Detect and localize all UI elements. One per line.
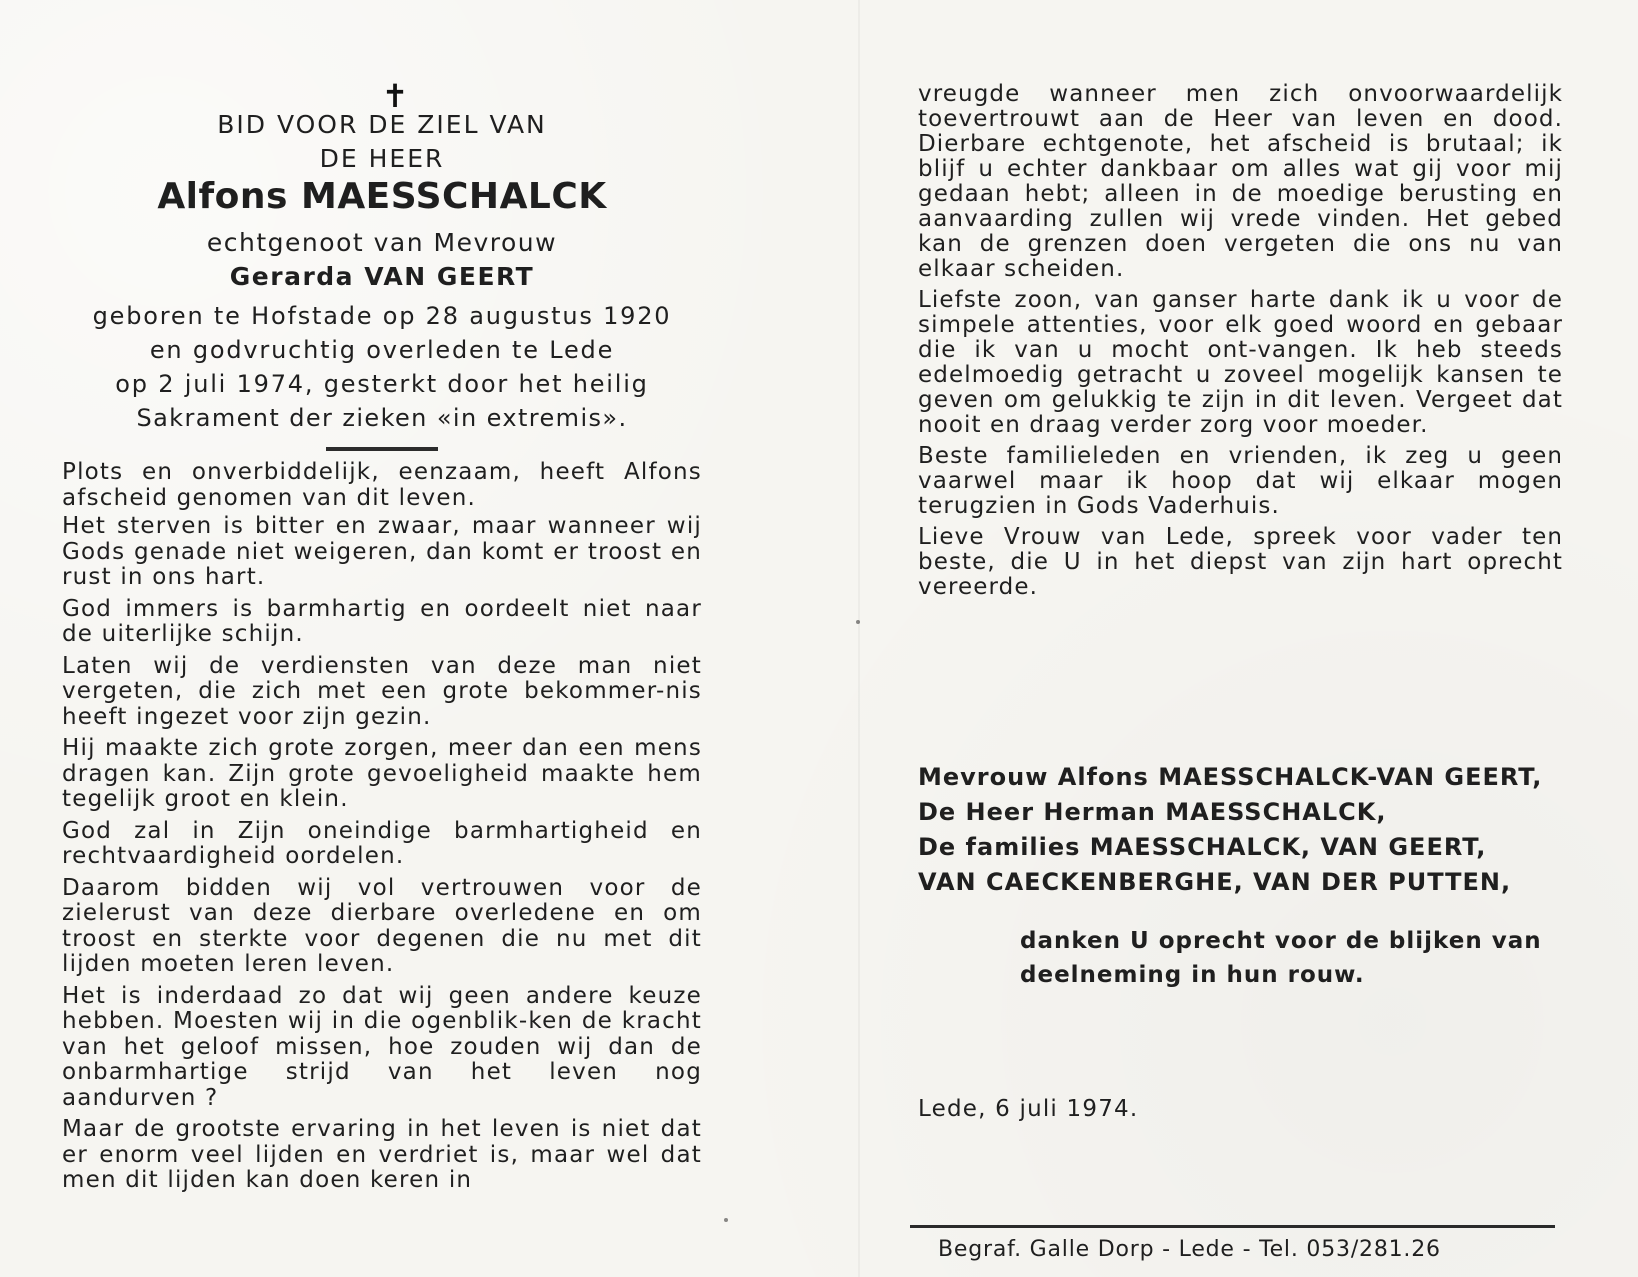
family-line: De families MAESSCHALCK, VAN GEERT, xyxy=(918,833,1487,861)
paper-speck xyxy=(856,620,860,624)
thanks-message xyxy=(1020,924,1565,992)
right-paragraph: Liefste zoon, van ganser harte dank ik u voor de simpele attenties, voor elk goed woord en gebaar die ik van u mocht ont-vangen. Ik heb steeds edelmoedig getracht u zoveel mogelijk kansen te geven om gelukkig te zijn in dit leven. Vergeet dat nooit en draag verder zorg voor moeder. xyxy=(918,287,1563,438)
family-list xyxy=(918,760,1563,900)
family-line: VAN CAECKENBERGHE, VAN DER PUTTEN, xyxy=(918,868,1512,896)
left-paragraph: Maar de grootste ervaring in het leven is niet dat er enorm veel lijden en verdriet is, maar wel dat men dit lijden kan doen keren in xyxy=(62,1116,702,1193)
right-paragraph: vreugde wanneer men zich onvoorwaardelijk toevertrouwt aan de Heer van leven en dood. Dierbare echtgenote, het afscheid is brutaal; ik blijf u echter dankbaar om alles wat gij voor mij gedaan hebt; alleen in de moedige berusting en aanvaarding zullen wij vrede vinden. Het gebed kan de grenzen doen vergeten die ons nu van elkaar scheiden. xyxy=(918,81,1563,282)
sacrament-line: Sakrament der zieken «in extremis». xyxy=(136,404,628,432)
place-date: Lede, 6 juli 1974. xyxy=(918,1096,1139,1122)
left-paragraph: Het is inderdaad zo dat wij geen andere keuze hebben. Moesten wij in die ogenblik-ken de kracht van het geloof missen, hoe zouden wij dan de onbarmhartige strijd van het leven nog aandurven ? xyxy=(62,982,702,1111)
left-body-text xyxy=(62,460,702,1200)
title-heading: DE HEER xyxy=(319,144,445,173)
left-paragraph: God zal in Zijn oneindige barmhartigheid en rechtvaardigheid oordelen. xyxy=(62,817,702,869)
thanks-line: deelneming in hun rouw. xyxy=(1020,962,1365,988)
cross-icon: ✝ xyxy=(381,77,409,115)
right-panel xyxy=(918,81,1563,1262)
prayer-heading: BID VOOR DE ZIEL VAN xyxy=(217,110,547,139)
family-line: Mevrouw Alfons MAESSCHALCK-VAN GEERT, xyxy=(918,763,1543,791)
left-panel xyxy=(62,77,702,1242)
left-paragraph: Plots en onverbiddelijk, eenzaam, heeft Alfons afscheid genomen van dit leven. xyxy=(62,459,702,511)
birth-line: geboren te Hofstade op 28 augustus 1920 xyxy=(92,302,672,330)
card-fold xyxy=(858,0,860,1277)
family-line: De Heer Herman MAESSCHALCK, xyxy=(918,798,1387,826)
spouse-intro: echtgenoot van Mevrouw xyxy=(206,228,558,257)
paper-speck xyxy=(724,1218,728,1222)
death-line-2: op 2 juli 1974, gesterkt door het heilig xyxy=(115,370,649,398)
thanks-line: danken U oprecht voor de blijken van xyxy=(1020,928,1542,954)
left-paragraph: Daarom bidden wij vol vertrouwen voor de zielerust van deze dierbare overledene en om troost en sterkte voor degenen die nu met dit lijden moeten leren leven. xyxy=(62,874,702,977)
deceased-name: Alfons MAESSCHALCK xyxy=(157,176,607,217)
spouse-name: Gerarda VAN GEERT xyxy=(229,262,535,291)
left-paragraph: God immers is barmhartig en oordeelt niet naar de uiterlijke schijn. xyxy=(62,595,702,647)
bottom-divider xyxy=(910,1225,1555,1228)
left-paragraph: Laten wij de verdiensten van deze man niet vergeten, die zich met een grote bekommer-nis heeft ingezet voor zijn gezin. xyxy=(62,652,702,730)
section-divider xyxy=(326,447,438,451)
death-line-1: en godvruchtig overleden te Lede xyxy=(149,336,615,364)
right-paragraph: Beste familieleden en vrienden, ik zeg u geen vaarwel maar ik hoop dat wij elkaar mogen terugzien in Gods Vaderhuis. xyxy=(918,443,1563,519)
printer-info: Begraf. Galle Dorp - Lede - Tel. 053/281.26 xyxy=(938,1237,1441,1262)
right-paragraph: Lieve Vrouw van Lede, spreek voor vader ten beste, die U in het diepst van zijn hart oprecht vereerde. xyxy=(918,524,1563,600)
left-paragraph: Het sterven is bitter en zwaar, maar wanneer wij Gods genade niet weigeren, dan komt er troost en rust in ons hart. xyxy=(62,513,702,590)
right-body-text xyxy=(918,82,1563,606)
left-paragraph: Hij maakte zich grote zorgen, meer dan een mens dragen kan. Zijn grote gevoeligheid maakte hem tegelijk groot en klein. xyxy=(62,735,702,812)
